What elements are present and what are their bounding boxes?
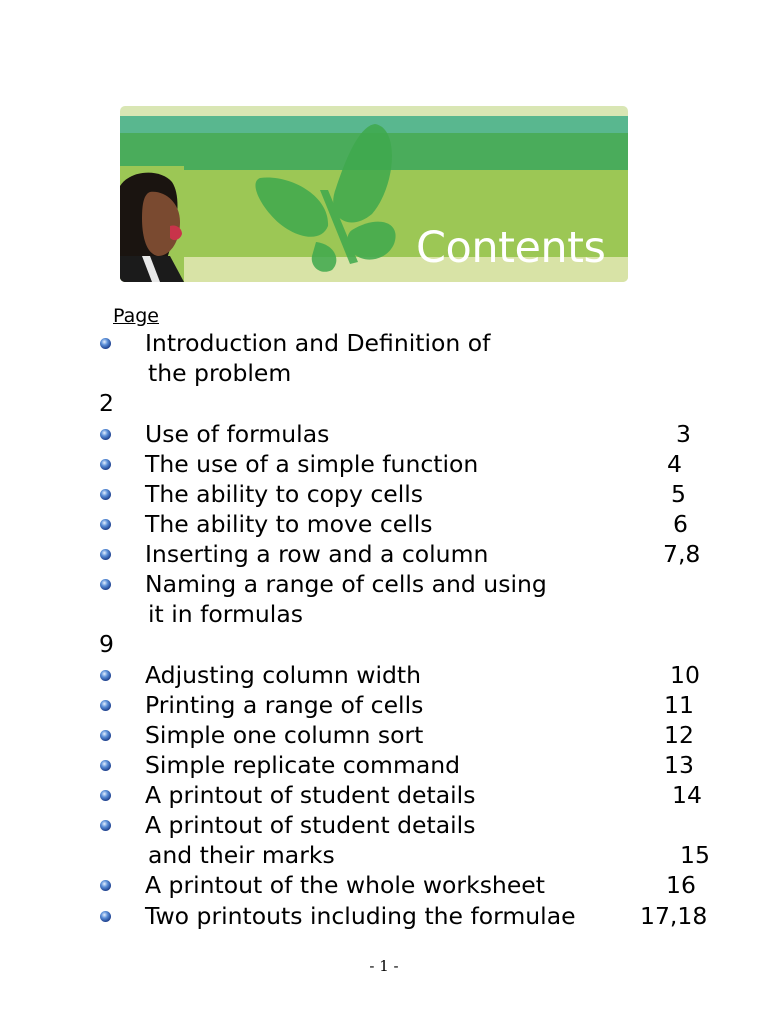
toc-entry-title-continued: and their marks [148, 841, 335, 869]
toc-entry-page: 4 [667, 450, 682, 478]
toc-entry-title: Naming a range of cells and using [145, 570, 547, 598]
page-number-footer: - 1 - [369, 957, 399, 975]
blue-orb-bullet-icon [99, 488, 112, 501]
blue-orb-bullet-icon [99, 879, 112, 892]
blue-orb-bullet-icon [99, 699, 112, 712]
toc-entry[interactable] [0, 328, 768, 358]
toc-entry-page: 7,8 [663, 540, 701, 568]
toc-entry-title: Simple replicate command [145, 751, 461, 779]
toc-entry-page: 5 [671, 480, 686, 508]
toc-entry[interactable] [0, 780, 768, 810]
toc-entry-page: 11 [664, 691, 694, 719]
toc-entry-page: 12 [664, 721, 694, 749]
blue-orb-bullet-icon [99, 548, 112, 561]
toc-entry-title: The ability to copy cells [145, 480, 424, 508]
toc-entry[interactable] [0, 720, 768, 750]
page-column-label: Page [113, 305, 159, 327]
toc-entry-page: 14 [672, 781, 702, 809]
toc-entry-title: Printing a range of cells [145, 691, 424, 719]
toc-entry-title: Simple one column sort [145, 721, 424, 749]
toc-entry-title: Two printouts including the formulae [145, 902, 576, 930]
blue-orb-bullet-icon [99, 518, 112, 531]
blue-orb-bullet-icon [99, 910, 112, 923]
woman-photo [120, 166, 184, 282]
toc-entry-page: 15 [680, 841, 710, 869]
toc-entry-title-continued: it in formulas [148, 600, 303, 628]
blue-orb-bullet-icon [99, 819, 112, 832]
toc-entry-title: Inserting a row and a column [145, 540, 489, 568]
toc-entry[interactable] [0, 479, 768, 509]
banner-title: Contents [416, 223, 606, 273]
toc-entry-title: A printout of student details [145, 811, 476, 839]
toc-entry[interactable] [0, 509, 768, 539]
toc-entry[interactable] [0, 660, 768, 690]
toc-entry[interactable] [0, 901, 768, 931]
toc-entry[interactable] [0, 870, 768, 900]
blue-orb-bullet-icon [99, 759, 112, 772]
blue-orb-bullet-icon [99, 669, 112, 682]
toc-entry-title: The use of a simple function [145, 450, 479, 478]
toc-entry-title: Adjusting column width [145, 661, 422, 689]
toc-entry-page: 16 [666, 871, 696, 899]
blue-orb-bullet-icon [99, 428, 112, 441]
toc-entry-page: 10 [670, 661, 700, 689]
blue-orb-bullet-icon [99, 337, 112, 350]
toc-entry-page: 13 [664, 751, 694, 779]
blue-orb-bullet-icon [99, 458, 112, 471]
blue-orb-bullet-icon [99, 789, 112, 802]
toc-entry[interactable] [0, 449, 768, 479]
toc-entry-title: The ability to move cells [145, 510, 433, 538]
toc-entry[interactable] [0, 419, 768, 449]
toc-entry-page: 2 [99, 389, 114, 417]
blue-orb-bullet-icon [99, 578, 112, 591]
toc-entry-page: 3 [676, 420, 691, 448]
toc-entry-page: 6 [673, 510, 688, 538]
toc-entry-page: 9 [99, 630, 114, 658]
toc-entry[interactable] [0, 569, 768, 599]
blue-orb-bullet-icon [99, 729, 112, 742]
toc-entry-title: Introduction and Definition of [145, 329, 491, 357]
toc-entry-title: A printout of student details [145, 781, 476, 809]
toc-entry-page: 17,18 [640, 902, 708, 930]
toc-entry[interactable] [0, 690, 768, 720]
toc-entry-title: Use of formulas [145, 420, 330, 448]
toc-entry-title-continued: the problem [148, 359, 292, 387]
toc-entry[interactable] [0, 539, 768, 569]
toc-entry-title: A printout of the whole worksheet [145, 871, 545, 899]
toc-entry[interactable] [0, 810, 768, 840]
toc-entry[interactable] [0, 750, 768, 780]
